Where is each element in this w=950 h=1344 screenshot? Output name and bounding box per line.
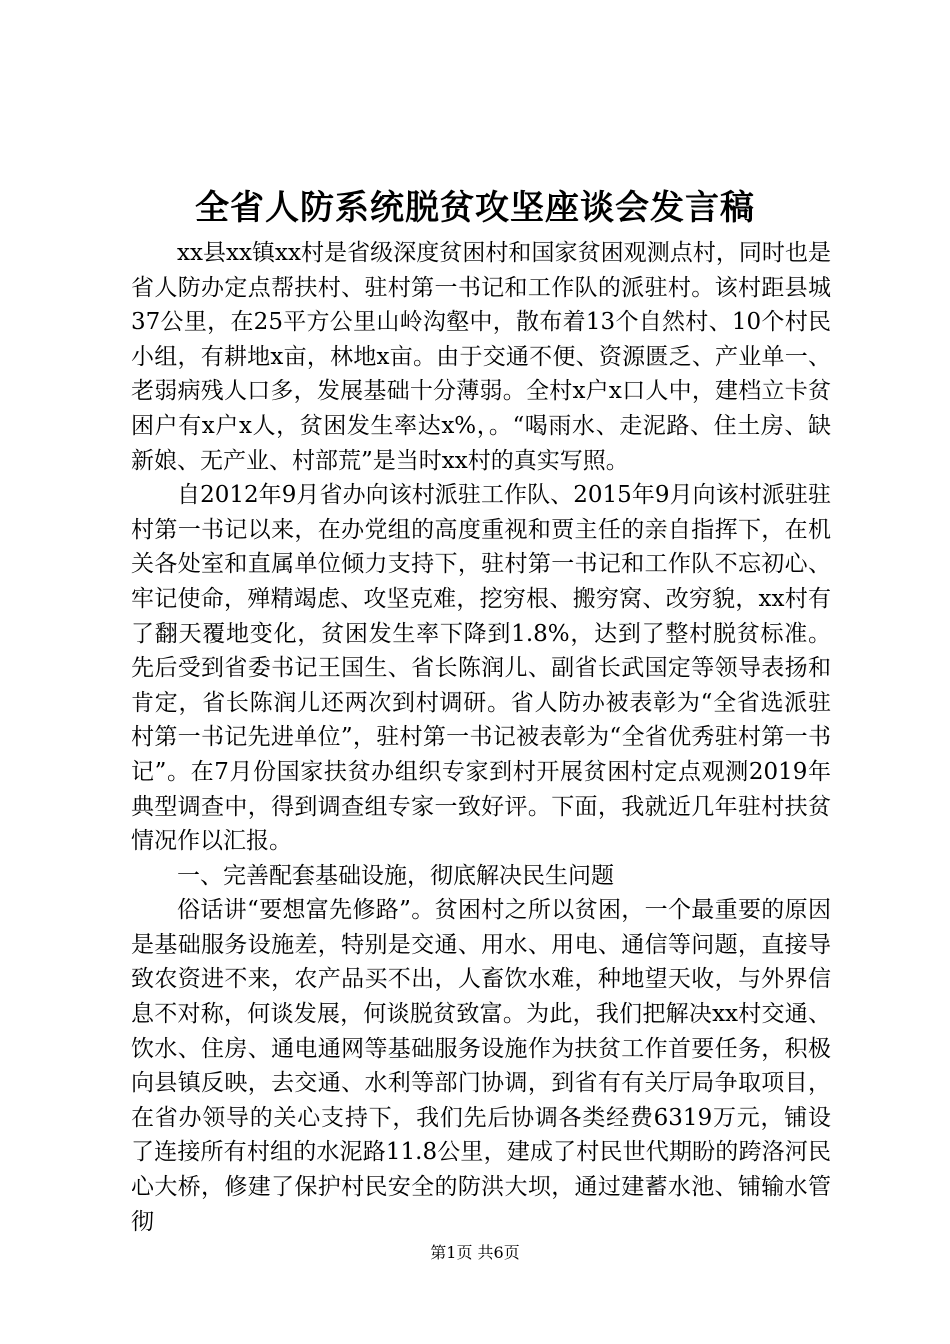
document-title: 全省人防系统脱贫攻坚座谈会发言稿 [195,188,755,228]
paragraph-intro: xx县xx镇xx村是省级深度贫困村和国家贫困观测点村，同时也是省人防办定点帮扶村、驻村第一书记和工作队的派驻村。该村距县城37公里，在25平方公里山岭沟壑中，散布着13个自然村、10个村民小组，有耕地x亩，林地x亩。由于交通不便、资源匮乏、产业单一、老弱病残人口多，发展基础十分薄弱。全村x户x口人中，建档立卡贫困户有x户x人，贫困发生率达x%，。“喝雨水、走泥路、住土房、缺新娘、无产业、村部荒”是当时xx村的真实写照。 [131,240,831,474]
paragraph-infrastructure: 俗话讲“要想富先修路”。贫困村之所以贫困，一个最重要的原因是基础服务设施差，特别是交通、用水、用电、通信等问题，直接导致农资进不来，农产品买不出，人畜饮水难，种地望天收，与外界信息不对称，何谈发展，何谈脱贫致富。为此，我们把解决xx村交通、饮水、住房、通电通网等基础服务设施作为扶贫工作首要任务，积极向县镇反映，去交通、水利等部门协调，到省有有关厅局争取项目，在省办领导的关心支持下，我们先后协调各类经费6319万元，铺设了连接所有村组的水泥路11.8公里，建成了村民世代期盼的跨洛河民心大桥，修建了保护村民安全的防洪大坝，通过建蓄水池、铺输水管彻 [131,897,831,1235]
page-number: 第1页 共6页 [430,1243,520,1262]
document-body [131,236,831,1239]
paragraph-history: 自2012年9月省办向该村派驻工作队、2015年9月向该村派驻驻村第一书记以来，在办党组的高度重视和贾主任的亲自指挥下，在机关各处室和直属单位倾力支持下，驻村第一书记和工作队不忘初心、牢记使命，殚精竭虑、攻坚克难，挖穷根、搬穷窝、改穷貌，xx村有了翻天覆地变化，贫困发生率下降到1.8%，达到了整村脱贫标准。先后受到省委书记王国生、省长陈润儿、副省长武国定等领导表扬和肯定，省长陈润儿还两次到村调研。省人防办被表彰为“全省选派驻村第一书记先进单位”，驻村第一书记被表彰为“全省优秀驻村第一书记”。在7月份国家扶贫办组织专家到村开展贫困村定点观测2019年典型调查中，得到调查组专家一致好评。下面，我就近几年驻村扶贫情况作以汇报。 [131,482,831,855]
section-heading-1: 一、完善配套基础设施，彻底解决民生问题 [177,862,614,889]
